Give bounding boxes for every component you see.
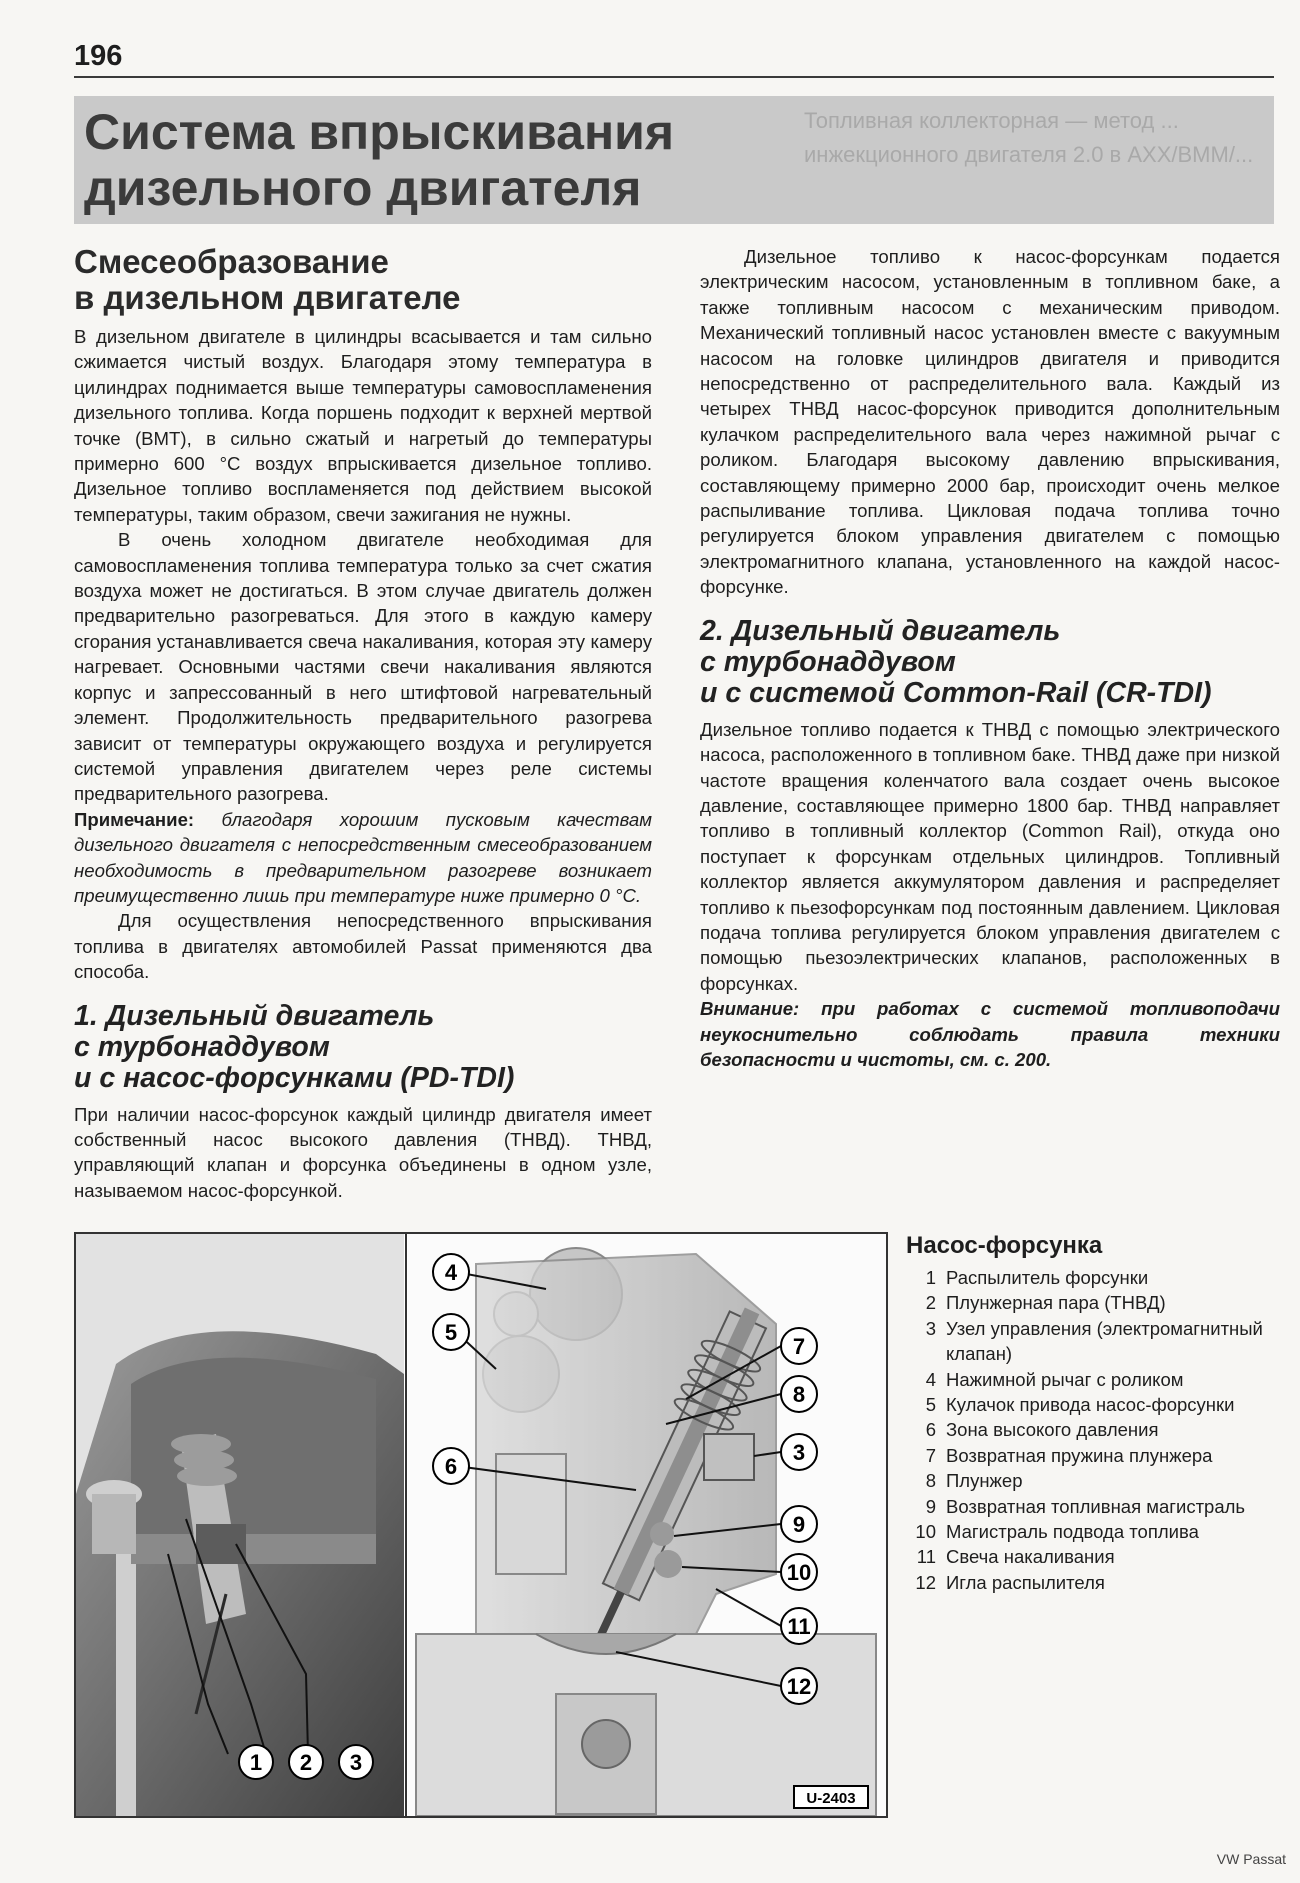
legend-item-text: Игла распылителя (946, 1571, 1105, 1593)
legend-item-number: 7 (925, 1444, 936, 1466)
callout-label: 1 (249, 1750, 263, 1775)
legend-item-number: 12 (915, 1571, 936, 1593)
legend-item (906, 1417, 1278, 1442)
legend-item (906, 1519, 1278, 1544)
top-rule (74, 76, 1274, 78)
legend-item-number: 10 (915, 1521, 936, 1543)
legend-item-text: Возвратная топливная магистраль (946, 1495, 1246, 1517)
legend-item-number: 11 (916, 1546, 936, 1568)
legend-item (906, 1570, 1278, 1595)
note-text: благодаря хорошим пусковым качествам дизельного двигателя с непосредственным смесеобразованием необходимость в предварительном разогреве возникает преимущественно лишь при температуре ниже примерно 0 °С. (74, 808, 652, 906)
section-heading-line1: Смесеобразование (74, 243, 389, 280)
solenoid-valve-right (704, 1434, 754, 1480)
legend-item-text: Плунжер (946, 1470, 1023, 1492)
page-title-line1: Система впрыскивания (84, 104, 675, 160)
valve-cover-interior (131, 1358, 376, 1534)
solenoid-valve-left (196, 1524, 246, 1564)
legend-item (906, 1544, 1278, 1569)
callout-label: 5 (444, 1320, 458, 1345)
title-band (74, 96, 1274, 224)
subheading-pd-tdi-line2: с турбонаддувом (74, 1030, 330, 1063)
callout-label: 10 (786, 1560, 812, 1585)
legend-item-text: Зона высокого давления (946, 1419, 1159, 1441)
camshaft-housing (131, 1534, 376, 1564)
warning-text: Внимание: при работах с системой топливоподачи неукоснительно соблюдать правила техники безопасности и чистоты, см. с. 200. (700, 998, 1280, 1070)
legend-item-number: 1 (925, 1267, 936, 1288)
legend-item-number: 9 (925, 1495, 936, 1517)
legend-item (906, 1494, 1278, 1519)
paragraph-intro: В дизельном двигателе в цилиндры всасывается и там сильно сжимается чистый воздух. Благодаря этому температура в цилиндрах поднимается выше температуры самовоспламенения дизельного топлива. Когда поршень подходит к верхней мертвой точке (ВМТ), в сильно сжатый и нагретый до температуры примерно 600 °С воздух впрыскивается дизельное топливо. Дизельное топливо воспламеняется под действием высокой температуры, таким образом, свечи зажигания не нужны. (74, 326, 652, 525)
piston-pin (582, 1720, 630, 1768)
paragraph-pd-tdi: При наличии насос-форсунок каждый цилиндр двигателя имеет собственный насос высокого давления (ТНВД). ТНВД, управляющий клапан и форсунка объединены в одном узле, называемом насос-форсункой. (74, 1103, 652, 1201)
callout-label: 9 (792, 1512, 806, 1537)
legend-list (906, 1265, 1278, 1595)
legend-item (906, 1316, 1278, 1367)
injector-spring-coils (171, 1434, 237, 1486)
legend-item-number: 2 (925, 1292, 936, 1314)
subheading-cr-tdi (700, 616, 1280, 709)
legend-item-text: Нажимной рычаг с роликом (946, 1368, 1184, 1390)
legend-item (906, 1265, 1278, 1290)
section-heading-line2: в дизельном двигателе (74, 279, 461, 316)
callout-label: 8 (792, 1382, 806, 1407)
legend-title: Насос-форсунка (906, 1232, 1103, 1259)
note-label: Примечание: (74, 808, 195, 830)
figure-code: U-2403 (806, 1790, 856, 1807)
legend-item-text: Плунжерная пара (ТНВД) (946, 1292, 1166, 1314)
legend-item (906, 1468, 1278, 1493)
legend-item (906, 1367, 1278, 1392)
legend-item (906, 1392, 1278, 1417)
subheading-pd-tdi (74, 1001, 652, 1094)
page-number: 196 (74, 40, 123, 72)
supply-line-port (654, 1550, 682, 1578)
footer-book-title: VW Passat (1216, 1851, 1286, 1867)
legend-item (906, 1443, 1278, 1468)
valve-spring (92, 1494, 136, 1554)
legend-item-text: Свеча накаливания (946, 1546, 1115, 1568)
callout-label: 6 (444, 1454, 458, 1479)
legend-item-number: 4 (925, 1368, 936, 1390)
paragraph-pd-fuel-supply: Дизельное топливо к насос-форсункам подается электрическим насосом, установленным в топливном баке, а также топливным насосом с механическим приводом. Механический топливный насос установлен вместе с вакуумным насосом на головке цилиндров двигателя и приводится непосредственно от распределительного вала. Каждый из четырех ТНВД насос-форсунок приводится дополнительным кулачком распределительного вала через нажимной рычаг с роликом. Благодаря высокому давлению впрыскивания, составляющему примерно 2000 бар, происходит очень мелкое распыливание топлива. Цикловая подача топлива точно регулируется блоком управления двигателем с помощью электромагнитного клапана, установленного на каждой насос-форсунке. (700, 246, 1280, 598)
legend-item-number: 5 (925, 1394, 936, 1416)
legend-item-text: Кулачок привода насос-форсунки (946, 1394, 1235, 1416)
callout-label: 2 (299, 1750, 313, 1775)
legend-item-text: Узел управления (электромагнитный клапан) (946, 1317, 1263, 1365)
injector-figure-svg (76, 1234, 886, 1816)
callout-label: 11 (787, 1614, 811, 1639)
valve-stem-left (116, 1534, 136, 1816)
note (74, 807, 652, 909)
paragraph-cr-tdi: Дизельное топливо подается к ТНВД с помощью электрического насоса, расположенного в топливном баке. ТНВД даже при низкой частоте вращения коленчатого вала создает очень высокое давление, составляющее примерно 1800 бар. ТНВД направляет топливо в топливный коллектор (Common Rail), откуда оно поступает к форсункам отдельных цилиндров. Топливный коллектор является аккумулятором давления и распределяет топливо к пьезофорсункам под постоянным давлением. Цикловая подача топлива регулируется блоком управления двигателем с помощью пьезоэлектрических клапанов, расположенных в форсунках. (700, 718, 1280, 994)
legend-item-text: Распылитель форсунки (946, 1267, 1149, 1288)
subheading-pd-tdi-line1: 1. Дизельный двигатель (74, 999, 435, 1032)
left-column (74, 244, 652, 1203)
callouts-left (239, 1745, 373, 1779)
paragraph-cold-start: В очень холодном двигателе необходимая для самовоспламенения топлива температура только за счет сжатия воздуха может не достигаться. В этом случае двигатель должен предварительно разогреваться. Для этого в каждую камеру сгорания устанавливается свеча накаливания, которая эту камеру нагревает. Основными частями свечи накаливания являются корпус и запрессованный в него штифтовой нагревательный элемент. Продолжительность предварительного разогрева зависит от температуры окружающего воздуха и регулируется системой управления двигателем через реле системы предварительного разогрева. (74, 529, 652, 805)
callout-label: 7 (792, 1334, 806, 1359)
legend-item-text: Возвратная пружина плунжера (946, 1444, 1213, 1466)
callout-label: 3 (792, 1440, 806, 1465)
legend-item-number: 6 (925, 1419, 936, 1441)
return-line-port (650, 1522, 674, 1546)
section-heading (74, 244, 652, 316)
legend-item (906, 1290, 1278, 1315)
subheading-cr-tdi-line2: с турбонаддувом (700, 645, 956, 678)
callout-label: 4 (444, 1260, 458, 1285)
paragraph-methods: Для осуществления непосредственного впрыскивания топлива в двигателях автомобилей Passat применяются два способа. (74, 910, 652, 983)
subheading-cr-tdi-line3: и с системой Common-Rail (CR-TDI) (700, 676, 1212, 709)
page-title-line2: дизельного двигателя (84, 160, 642, 216)
title-background-text: Топливная коллекторная — метод ... инжекционного двигателя 2.0 в AXX/BMM/... (804, 108, 1254, 167)
legend-item-number: 3 (925, 1317, 936, 1339)
figure-legend (906, 1232, 1278, 1595)
callout-label: 3 (349, 1750, 363, 1775)
callout-label: 12 (786, 1674, 812, 1699)
legend-item-text: Магистраль подвода топлива (946, 1521, 1199, 1543)
subheading-cr-tdi-line1: 2. Дизельный двигатель (700, 614, 1061, 647)
injector-figure (74, 1232, 888, 1818)
right-column (700, 244, 1280, 1072)
legend-item-number: 8 (925, 1470, 936, 1492)
subheading-pd-tdi-line3: и с насос-форсунками (PD-TDI) (74, 1061, 515, 1094)
